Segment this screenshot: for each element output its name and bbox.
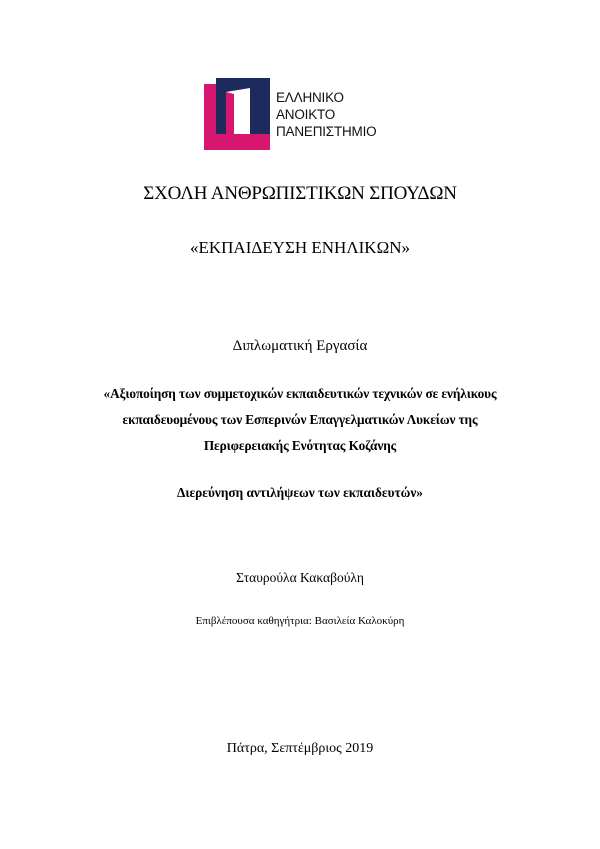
- university-name-line-3: ΠΑΝΕΠΙΣΤΗΜΙΟ: [276, 124, 377, 139]
- thesis-subtitle: Διερεύνηση αντιλήψεων των εκπαιδευτών»: [177, 485, 423, 500]
- place-and-date: Πάτρα, Σεπτέμβριος 2019: [226, 741, 374, 756]
- supervisor: Επιβλέπουσα καθηγήτρια: Βασιλεία Καλοκύρη: [195, 615, 405, 627]
- document-type: Διπλωματική Εργασία: [232, 338, 368, 354]
- university-logo: [204, 78, 394, 150]
- thesis-title-line-2: εκπαιδευομένους των Εσπερινών Επαγγελματικών Λυκείων της: [122, 412, 478, 427]
- thesis-title-line-1: «Αξιοποίηση των συμμετοχικών εκπαιδευτικών τεχνικών σε ενήλικους: [103, 386, 497, 401]
- university-name-line-2: ΑΝΟΙΚΤΟ: [276, 107, 336, 122]
- program-name: «ΕΚΠΑΙΔΕΥΣΗ ΕΝΗΛΙΚΩΝ»: [189, 238, 410, 257]
- university-name-line-1: ΕΛΛΗΝΙΚΟ: [276, 90, 344, 105]
- thesis-title-line-3: Περιφερειακής Ενότητας Κοζάνης: [203, 438, 397, 453]
- author-name: Σταυρούλα Κακαβούλη: [236, 570, 364, 585]
- university-name: [276, 89, 376, 140]
- university-logo-emblem-icon: [204, 78, 270, 150]
- school-name: ΣΧΟΛΗ ΑΝΘΡΩΠΙΣΤΙΚΩΝ ΣΠΟΥΔΩΝ: [143, 183, 457, 204]
